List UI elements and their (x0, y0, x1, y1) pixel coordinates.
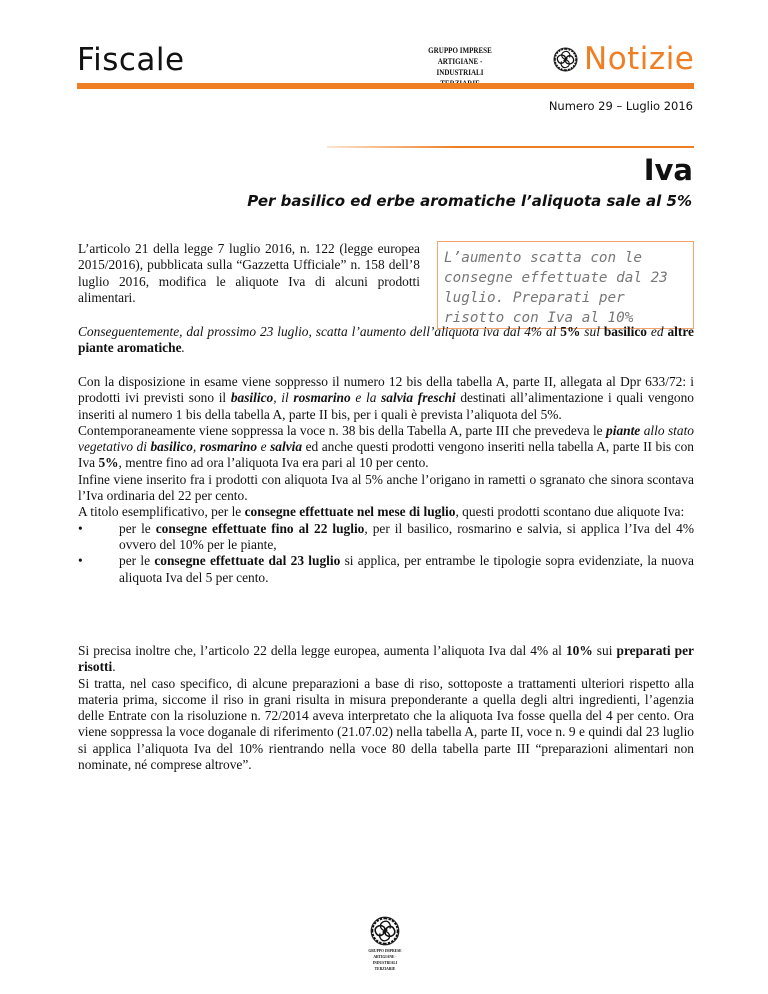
highlight-text: rosmarino (199, 439, 258, 455)
highlight-text: 5% (98, 455, 119, 471)
body-paragraph (78, 423, 694, 472)
highlight-text: salvia freschi (381, 390, 456, 406)
text-span: sui (592, 643, 617, 658)
article-title: Iva (643, 153, 693, 187)
highlight-text: preparati per risotti (78, 643, 694, 675)
footer-logo (357, 916, 413, 976)
highlight-text: basilico (150, 439, 193, 455)
main-body (78, 374, 694, 586)
highlight-text: 5% (560, 324, 581, 339)
bullet-icon: • (78, 520, 83, 536)
consequence-paragraph (78, 324, 694, 357)
text-span: e la (350, 390, 382, 406)
group-logo-line: GRUPPO IMPRESE (428, 45, 492, 55)
text-span: sul (580, 324, 604, 339)
spiral-emblem-icon (370, 916, 400, 946)
highlight-text: piante (606, 422, 641, 438)
text-span: destinati all’alimentazione i quali vengono inseriti al numero 1 bis della tabella A, parte II bis, per i quali è prevista l’aliquota del 5%. (78, 390, 694, 422)
text-span: A titolo esemplificativo, per le (78, 504, 245, 520)
body-paragraph (78, 643, 694, 676)
issue-number: Numero 29 – Luglio 2016 (548, 99, 693, 113)
header-divider (77, 83, 694, 89)
bullet-icon: • (78, 553, 83, 569)
text-span: , mentre fino ad ora l’aliquota Iva era pari al 10 per cento. (118, 455, 429, 471)
highlight-text: basilico (230, 390, 274, 406)
text-span: Con la disposizione in esame viene soppresso il numero 12 bis della tabella A, parte II, allegata al Dpr 633/72: i prodotti ivi previsti sono il (78, 374, 694, 406)
highlight-text: consegne effettuate nel mese di luglio (244, 504, 456, 520)
highlight-text: consegne effettuate dal 23 luglio (154, 553, 341, 569)
highlight-text: salvia (270, 439, 303, 455)
text-span: , per il basilico, rosmarino e salvia, si applica l’Iva del 4% ovvero del 10% per le piante, (119, 520, 694, 552)
footer-logo-text (363, 948, 408, 972)
masthead (77, 42, 694, 82)
list-item (78, 521, 694, 554)
text-span: Contemporaneamente viene soppressa la voce n. 38 bis della Tabella A, parte III che prevedeva le (78, 422, 607, 438)
text-span: , (192, 439, 200, 455)
text-span: . (112, 659, 116, 675)
text-span: per le (119, 520, 156, 536)
text-span: Si precisa inoltre che, l’articolo 22 della legge europea, aumenta l’aliquota Iva dal 4% al (78, 643, 566, 658)
text-span: . (181, 340, 185, 356)
body-paragraph (78, 374, 694, 423)
rice-section (78, 643, 694, 773)
text-span: , questi prodotti scontano due aliquote Iva: (455, 504, 685, 520)
list-item (78, 553, 694, 586)
body-paragraph: Si tratta, nel caso specifico, di alcune preparazioni a base di riso, sottoposte a trattamenti ulteriori rispetto alla materia prima, siccome il riso in grani risulta in misura preponderante a quella degli altri ingredienti, l’agenzia delle Entrate con la risoluzione n. 72/2014 aveva interpretato che la aliquota Iva fosse quella del 4 per cento. Ora viene soppressa la voce doganale di riferimento (21.07.02) nella tabella A, parte II, voce n. 9 e quindi dal 23 luglio si applica l’aliquota Iva del 10% rientrando nella voce 80 della tabella parte III “preparazioni alimentari non nominate, né comprese altrove”. (78, 675, 694, 773)
spiral-emblem-icon (553, 47, 578, 72)
callout-box: L’aumento scatta con le consegne effettuate dal 23 luglio. Preparati per risotto con Iva al 10% (437, 241, 694, 329)
text-span: , il (273, 390, 294, 406)
section-title: Fiscale (77, 42, 185, 78)
title-divider (327, 146, 694, 148)
highlight-text: basilico (603, 324, 647, 339)
highlight-text: altre piante aromatiche (78, 324, 694, 356)
highlight-text: 10% (565, 643, 593, 658)
footer-logo-line: ARTIGIANE - INDUSTRIALI (372, 954, 398, 965)
text-span: ed (647, 324, 668, 339)
highlight-text: rosmarino (293, 390, 351, 406)
text-span: per le (119, 553, 155, 569)
article-subtitle: Per basilico ed erbe aromatiche l’aliquota sale al 5% (247, 192, 692, 210)
intro-paragraph: L’articolo 21 della legge 7 luglio 2016, n. 122 (legge europea 2015/2016), pubblicata sulla “Gazzetta Ufficiale” n. 158 dell’8 luglio 2016, modifica le aliquote Iva di alcuni prodotti alimentari. (78, 241, 420, 305)
body-paragraph (78, 504, 694, 520)
text-span: allo stato vegetativo di (78, 422, 694, 455)
text-span: ed anche questi prodotti vengono inseriti nella tabella A, parte II bis con Iva (78, 439, 694, 471)
newsletter-name: Notizie (584, 41, 695, 77)
body-paragraph: Infine viene inserito fra i prodotti con aliquota Iva al 5% anche l’origano in rametti o sgranato che sinora scontava l’Iva ordinaria del 22 per cento. (78, 471, 694, 504)
text-span: Conseguentemente, dal prossimo 23 luglio, scatta l’aumento dell’aliquota iva dal 4% al (78, 324, 561, 339)
group-logo-line: ARTIGIANE - INDUSTRIALI (436, 56, 484, 77)
footer-logo-line: TERZIARIE (374, 966, 396, 971)
text-span: si applica, per entrambe le tipologie sopra evidenziate, la nuova aliquota Iva del 5 per cento. (119, 553, 694, 585)
highlight-text: consegne effettuate fino al 22 luglio (155, 520, 365, 536)
footer-logo-line: GRUPPO IMPRESE (368, 948, 402, 953)
text-span: e (257, 439, 271, 455)
